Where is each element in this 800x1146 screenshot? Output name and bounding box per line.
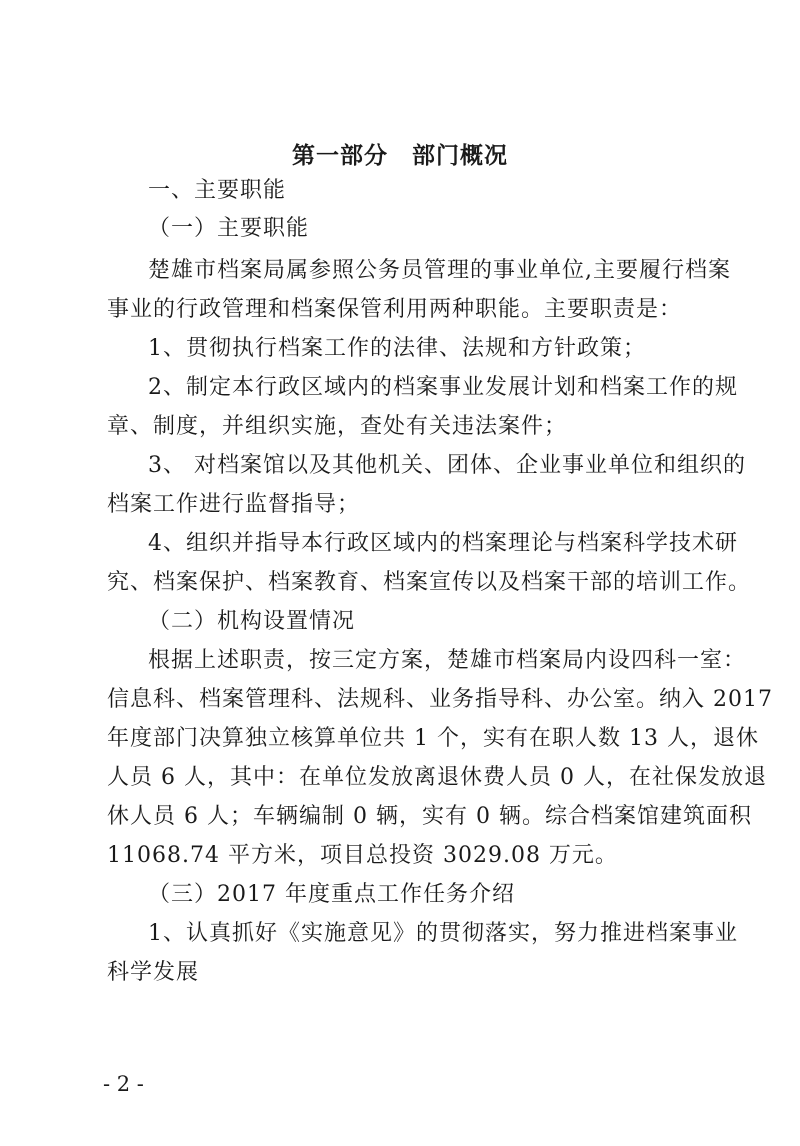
subsection-heading: （三）2017 年度重点工作任务介绍 (148, 882, 515, 907)
list-item-line: 4、组织并指导本行政区域内的档案理论与档案科学技术研 (148, 531, 738, 556)
page-title: 第一部分 部门概况 (292, 143, 508, 169)
list-item-line: 究、档案保护、档案教育、档案宣传以及档案干部的培训工作。 (107, 570, 752, 595)
paragraph-line: 根据上述职责，按三定方案，楚雄市档案局内设四科一室： (148, 648, 747, 673)
paragraph-line: 年度部门决算独立核算单位共 1 个，实有在职人数 13 人，退休 (107, 726, 759, 751)
paragraph-line: 人员 6 人，其中：在单位发放离退休费人员 0 人，在社保发放退 (107, 765, 767, 790)
paragraph-line: 楚雄市档案局属参照公务员管理的事业单位,主要履行档案 (148, 258, 731, 283)
paragraph-line: 科学发展 (107, 960, 200, 985)
list-item-line: 档案工作进行监督指导； (107, 492, 361, 517)
paragraph-line: 事业的行政管理和档案保管利用两种职能。主要职责是： (107, 297, 683, 322)
subsection-heading: （二）机构设置情况 (148, 609, 356, 634)
section-heading: 一、主要职能 (148, 178, 287, 203)
paragraph-line: 11068.74 平方米，项目总投资 3029.08 万元。 (107, 843, 618, 868)
paragraph-line: 休人员 6 人；车辆编制 0 辆，实有 0 辆。综合档案馆建筑面积 (107, 804, 752, 829)
page-number: - 2 - (103, 1072, 144, 1096)
list-item-line: 1、贯彻执行档案工作的法律、法规和方针政策； (148, 336, 646, 361)
list-item-line: 章、制度，并组织实施，查处有关违法案件； (107, 414, 568, 439)
subsection-heading: （一）主要职能 (148, 216, 310, 241)
paragraph-line: 1、认真抓好《实施意见》的贯彻落实，努力推进档案事业 (148, 921, 738, 946)
list-item-line: 2、制定本行政区域内的档案事业发展计划和档案工作的规 (148, 375, 738, 400)
paragraph-line: 信息科、档案管理科、法规科、业务指导科、办公室。纳入 2017 (107, 687, 773, 712)
list-item-line: 3、 对档案馆以及其他机关、团体、企业事业单位和组织的 (148, 453, 746, 478)
